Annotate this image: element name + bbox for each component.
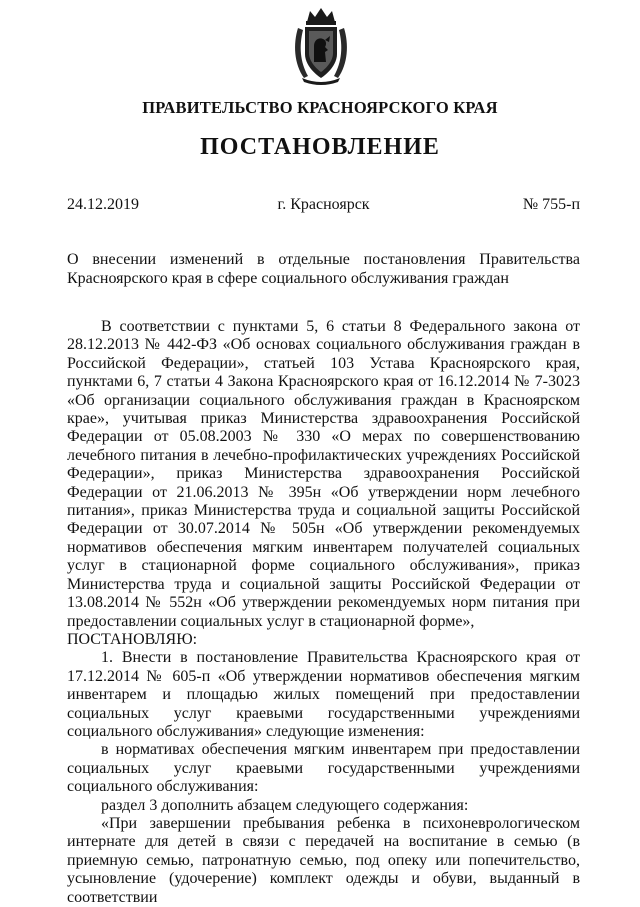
preamble-paragraph: В соответствии с пунктами 5, 6 статьи 8 Федерального закона от 28.12.2013 № 442-ФЗ «Об основах социального обслуживания граждан в Российской Федерации», статьей 103 Устава Красноярского края, пунктами 6, 7 статьи 4 Закона Красноярского края от 16.12.2014 № 7-3023 «Об организации социального обслуживания граждан в Красноярском крае», учитывая приказ Министерства здравоохранения Российской Федерации от 05.08.2003 № 330 «О мерах по совершенствованию лечебного питания в лечебно-профилактических учреждениях Российской Федерации», приказ Министерства здравоохранения Российской Федерации от 21.06.2013 № 395н «Об утверждении норм лечебного питания», приказ Министерства труда и социальной защиты Российской Федерации от 30.07.2014 № 505н «Об утверждении рекомендуемых нормативов обеспечения мягким инвентарем получателей социальных услуг в стационарной форме социального обслуживания», приказ Министерства труда и социальной защиты Российской Федерации от 13.08.2014 № 552н «Об утверждении рекомендуемых норм питания при предоставлении социальных услуг в стационарной форме», [67, 318, 580, 630]
document-number: № 755-п [522, 196, 580, 213]
government-name: ПРАВИТЕЛЬСТВО КРАСНОЯРСКОГО КРАЯ [142, 98, 498, 117]
quoted-paragraph: «При завершении пребывания ребенка в психоневрологическом интернате для детей в связи с передачей на воспитание в семью (в приемную семью, патронатную семью, под опеку или попечительство, усыновление (удочерение) комплект одежды и обуви, выданный в соответствии [67, 814, 580, 906]
document-date: 24.12.2019 [67, 196, 139, 213]
document-body [67, 318, 580, 907]
decree-word: ПОСТАНОВЛЯЮ: [67, 630, 198, 648]
coat-of-arms-icon [290, 6, 352, 86]
document-meta [67, 196, 580, 218]
item-1-paragraph: 1. Внести в постановление Правительства Красноярского края от 17.12.2014 № 605-п «Об утверждении нормативов обеспечения мягким инвентарем и площадью жилых помещений при предоставлении социальных услуг краевыми государственными учреждениями социального обслуживания» следующие изменения: [67, 649, 580, 740]
item-1-subparagraph: в нормативах обеспечения мягким инвентарем при предоставлении социальных услуг краевыми государственными учреждениями социального обслуживания: [67, 741, 580, 796]
section-3-paragraph: раздел 3 дополнить абзацем следующего содержания: [101, 796, 469, 814]
document-subject: О внесении изменений в отдельные постановления Правительства Красноярского края в сфере социального обслуживания граждан [67, 251, 580, 287]
document-city: г. Красноярск [277, 196, 370, 213]
document-type: ПОСТАНОВЛЕНИЕ [200, 134, 440, 160]
